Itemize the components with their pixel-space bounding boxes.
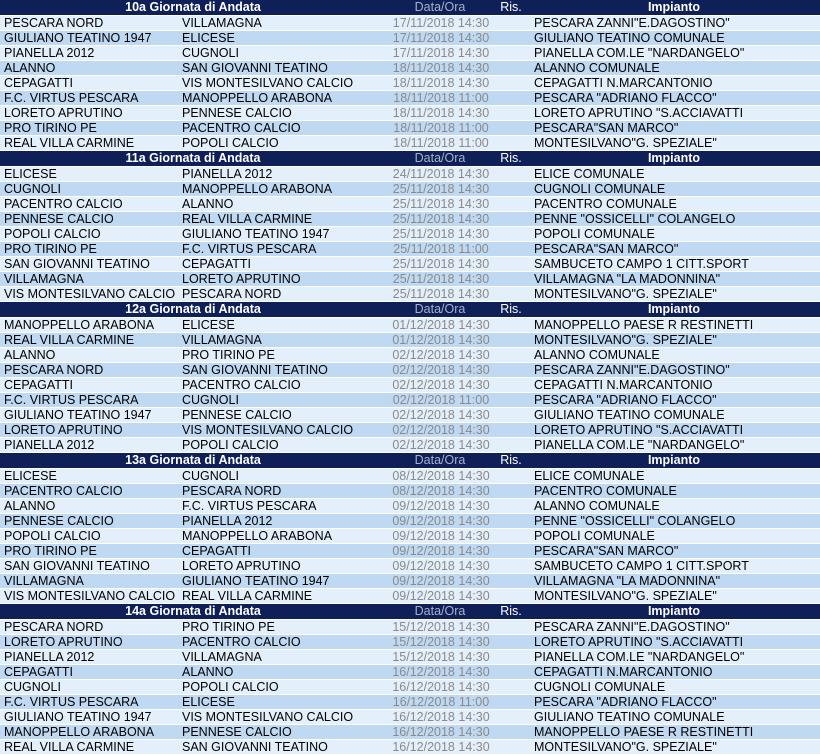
home-team: CUGNOLI xyxy=(4,680,61,694)
match-datetime: 24/11/2018 14:30 xyxy=(392,167,490,181)
match-datetime: 16/12/2018 11:00 xyxy=(392,695,490,709)
match-result xyxy=(496,318,534,332)
round-title: 14a Giornata di Andata xyxy=(125,604,261,618)
match-result xyxy=(496,695,534,709)
match-row xyxy=(0,31,820,46)
match-result xyxy=(496,544,534,558)
match-venue: POPOLI COMUNALE xyxy=(534,227,655,241)
home-team: PACENTRO CALCIO xyxy=(4,484,123,498)
match-datetime: 16/12/2018 14:30 xyxy=(392,680,490,694)
match-result xyxy=(496,529,534,543)
home-team: REAL VILLA CARMINE xyxy=(4,740,135,754)
match-result xyxy=(496,740,534,754)
home-team: MANOPPELLO ARABONA xyxy=(4,318,155,332)
match-row xyxy=(0,408,820,423)
home-team: PENNESE CALCIO xyxy=(4,514,114,528)
home-team: PESCARA NORD xyxy=(4,16,104,30)
match-datetime: 09/12/2018 14:30 xyxy=(392,574,490,588)
match-row xyxy=(0,559,820,574)
match-row xyxy=(0,710,820,725)
match-datetime: 01/12/2018 14:30 xyxy=(392,333,490,347)
round-title: 13a Giornata di Andata xyxy=(125,453,261,467)
match-row xyxy=(0,620,820,635)
match-datetime: 25/11/2018 14:30 xyxy=(392,272,490,286)
match-row xyxy=(0,242,820,257)
match-datetime: 02/12/2018 14:30 xyxy=(392,348,490,362)
match-result xyxy=(496,76,534,90)
match-venue: CEPAGATTI N.MARCANTONIO xyxy=(534,665,713,679)
home-team: LORETO APRUTINO xyxy=(4,423,123,437)
home-team: PRO TIRINO PE xyxy=(4,242,97,256)
away-team: SAN GIOVANNI TEATINO xyxy=(182,61,328,75)
match-result xyxy=(496,136,534,150)
away-team: PENNESE CALCIO xyxy=(182,725,292,739)
match-row xyxy=(0,680,820,695)
away-team: MANOPPELLO ARABONA xyxy=(182,91,333,105)
match-row xyxy=(0,182,820,197)
match-venue: MANOPPELLO PAESE R RESTINETTI xyxy=(534,725,754,739)
match-row xyxy=(0,76,820,91)
away-team: LORETO APRUTINO xyxy=(182,272,301,286)
match-venue: PENNE "OSSICELLI" COLANGELO xyxy=(534,212,736,226)
match-result xyxy=(496,438,534,452)
home-team: ELICESE xyxy=(4,469,57,483)
match-venue: PESCARA"SAN MARCO" xyxy=(534,242,679,256)
match-row xyxy=(0,167,820,182)
match-row xyxy=(0,287,820,302)
match-datetime: 18/11/2018 11:00 xyxy=(393,136,489,150)
match-venue: MONTESILVANO"G. SPEZIALE" xyxy=(534,333,717,347)
match-datetime: 25/11/2018 14:30 xyxy=(392,287,490,301)
match-venue: SAMBUCETO CAMPO 1 CITT.SPORT xyxy=(534,559,749,573)
match-result xyxy=(496,91,534,105)
away-team: CUGNOLI xyxy=(182,469,239,483)
match-result xyxy=(496,378,534,392)
away-team: PIANELLA 2012 xyxy=(182,167,273,181)
match-result xyxy=(496,559,534,573)
home-team: LORETO APRUTINO xyxy=(4,106,123,120)
match-row xyxy=(0,423,820,438)
home-team: POPOLI CALCIO xyxy=(4,227,101,241)
match-datetime: 17/11/2018 14:30 xyxy=(392,31,490,45)
match-datetime: 08/12/2018 14:30 xyxy=(392,469,490,483)
match-datetime: 09/12/2018 14:30 xyxy=(392,529,490,543)
match-row xyxy=(0,438,820,453)
home-team: VILLAMAGNA xyxy=(4,574,84,588)
match-result xyxy=(496,589,534,603)
home-team: PIANELLA 2012 xyxy=(4,46,95,60)
match-venue: PIANELLA COM.LE "NARDANGELO" xyxy=(534,650,745,664)
away-team: VIS MONTESILVANO CALCIO xyxy=(182,76,354,90)
match-row xyxy=(0,333,820,348)
away-team: ELICESE xyxy=(182,695,235,709)
match-result xyxy=(496,635,534,649)
match-venue: CUGNOLI COMUNALE xyxy=(534,182,666,196)
match-row xyxy=(0,529,820,544)
match-row xyxy=(0,665,820,680)
match-venue: PESCARA "ADRIANO FLACCO" xyxy=(534,393,717,407)
match-row xyxy=(0,393,820,408)
away-team: ELICESE xyxy=(182,318,235,332)
result-column-header: Ris. xyxy=(500,604,522,618)
home-team: PENNESE CALCIO xyxy=(4,212,114,226)
match-result xyxy=(496,212,534,226)
match-row xyxy=(0,16,820,31)
away-team: PRO TIRINO PE xyxy=(182,348,275,362)
away-team: PACENTRO CALCIO xyxy=(182,121,301,135)
away-team: ELICESE xyxy=(182,31,235,45)
home-team: PACENTRO CALCIO xyxy=(4,197,123,211)
match-datetime: 02/12/2018 14:30 xyxy=(392,438,490,452)
match-datetime: 16/12/2018 14:30 xyxy=(392,740,490,754)
match-venue: PESCARA ZANNI"E.DAGOSTINO" xyxy=(534,16,730,30)
match-datetime: 09/12/2018 14:30 xyxy=(392,559,490,573)
match-datetime: 17/11/2018 14:30 xyxy=(392,16,490,30)
home-team: REAL VILLA CARMINE xyxy=(4,136,135,150)
away-team: VILLAMAGNA xyxy=(182,16,262,30)
home-team: PRO TIRINO PE xyxy=(4,121,97,135)
match-result xyxy=(496,514,534,528)
home-team: SAN GIOVANNI TEATINO xyxy=(4,257,150,271)
match-venue: MONTESILVANO"G. SPEZIALE" xyxy=(534,589,717,603)
match-row xyxy=(0,272,820,287)
match-row xyxy=(0,106,820,121)
match-venue: PESCARA "ADRIANO FLACCO" xyxy=(534,695,717,709)
date-column-header: Data/Ora xyxy=(414,0,466,14)
match-venue: VILLAMAGNA "LA MADONNINA" xyxy=(534,272,721,286)
date-column-header: Data/Ora xyxy=(414,302,466,316)
match-venue: PESCARA"SAN MARCO" xyxy=(534,121,679,135)
home-team: GIULIANO TEATINO 1947 xyxy=(4,408,152,422)
away-team: VIS MONTESILVANO CALCIO xyxy=(182,710,354,724)
match-datetime: 02/12/2018 14:30 xyxy=(392,408,490,422)
match-row xyxy=(0,635,820,650)
match-result xyxy=(496,182,534,196)
match-venue: PESCARA "ADRIANO FLACCO" xyxy=(534,91,717,105)
match-result xyxy=(496,484,534,498)
round-title: 10a Giornata di Andata xyxy=(125,0,261,14)
round-header xyxy=(0,302,820,318)
match-venue: PESCARA ZANNI"E.DAGOSTINO" xyxy=(534,620,730,634)
match-venue: PACENTRO COMUNALE xyxy=(534,484,677,498)
match-row xyxy=(0,650,820,665)
home-team: PIANELLA 2012 xyxy=(4,650,95,664)
match-result xyxy=(496,16,534,30)
match-result xyxy=(496,665,534,679)
match-row xyxy=(0,469,820,484)
match-datetime: 09/12/2018 14:30 xyxy=(392,499,490,513)
home-team: F.C. VIRTUS PESCARA xyxy=(4,695,139,709)
match-datetime: 18/11/2018 11:00 xyxy=(393,121,489,135)
match-datetime: 09/12/2018 14:30 xyxy=(392,589,490,603)
home-team: SAN GIOVANNI TEATINO xyxy=(4,559,150,573)
away-team: CEPAGATTI xyxy=(182,257,251,271)
match-row xyxy=(0,514,820,529)
match-venue: PESCARA ZANNI"E.DAGOSTINO" xyxy=(534,363,730,377)
match-venue: GIULIANO TEATINO COMUNALE xyxy=(534,710,725,724)
match-result xyxy=(496,423,534,437)
match-venue: CEPAGATTI N.MARCANTONIO xyxy=(534,76,713,90)
match-result xyxy=(496,121,534,135)
match-datetime: 17/11/2018 14:30 xyxy=(392,46,490,60)
match-row xyxy=(0,589,820,604)
home-team: PESCARA NORD xyxy=(4,363,104,377)
match-datetime: 15/12/2018 14:30 xyxy=(392,650,490,664)
match-venue: LORETO APRUTINO "S.ACCIAVATTI xyxy=(534,106,744,120)
match-venue: ELICE COMUNALE xyxy=(534,167,645,181)
match-datetime: 25/11/2018 14:30 xyxy=(392,212,490,226)
away-team: F.C. VIRTUS PESCARA xyxy=(182,499,317,513)
match-venue: GIULIANO TEATINO COMUNALE xyxy=(534,408,725,422)
match-datetime: 08/12/2018 14:30 xyxy=(392,484,490,498)
match-result xyxy=(496,574,534,588)
away-team: CEPAGATTI xyxy=(182,544,251,558)
match-row xyxy=(0,378,820,393)
venue-column-header: Impianto xyxy=(647,302,701,316)
venue-column-header: Impianto xyxy=(647,453,701,467)
match-row xyxy=(0,574,820,589)
match-result xyxy=(496,287,534,301)
away-team: F.C. VIRTUS PESCARA xyxy=(182,242,317,256)
home-team: ELICESE xyxy=(4,167,57,181)
match-datetime: 25/11/2018 11:00 xyxy=(393,242,489,256)
home-team: REAL VILLA CARMINE xyxy=(4,333,135,347)
match-datetime: 18/11/2018 14:30 xyxy=(392,61,490,75)
home-team: CUGNOLI xyxy=(4,182,61,196)
match-row xyxy=(0,318,820,333)
match-venue: POPOLI COMUNALE xyxy=(534,529,655,543)
match-row xyxy=(0,121,820,136)
away-team: VIS MONTESILVANO CALCIO xyxy=(182,423,354,437)
match-result xyxy=(496,393,534,407)
match-result xyxy=(496,680,534,694)
away-team: SAN GIOVANNI TEATINO xyxy=(182,740,328,754)
home-team: PRO TIRINO PE xyxy=(4,544,97,558)
home-team: VILLAMAGNA xyxy=(4,272,84,286)
match-result xyxy=(496,710,534,724)
away-team: POPOLI CALCIO xyxy=(182,136,279,150)
away-team: PESCARA NORD xyxy=(182,484,282,498)
away-team: VILLAMAGNA xyxy=(182,333,262,347)
result-column-header: Ris. xyxy=(500,151,522,165)
match-venue: ALANNO COMUNALE xyxy=(534,61,660,75)
match-result xyxy=(496,469,534,483)
match-datetime: 25/11/2018 14:30 xyxy=(392,197,490,211)
match-row xyxy=(0,46,820,61)
match-datetime: 02/12/2018 14:30 xyxy=(392,363,490,377)
home-team: ALANNO xyxy=(4,499,56,513)
match-row xyxy=(0,484,820,499)
away-team: PRO TIRINO PE xyxy=(182,620,275,634)
round-header xyxy=(0,604,820,620)
match-datetime: 18/11/2018 11:00 xyxy=(393,91,489,105)
match-datetime: 16/12/2018 14:30 xyxy=(392,725,490,739)
home-team: F.C. VIRTUS PESCARA xyxy=(4,393,139,407)
match-venue: ALANNO COMUNALE xyxy=(534,499,660,513)
away-team: MANOPPELLO ARABONA xyxy=(182,529,333,543)
match-result xyxy=(496,257,534,271)
match-datetime: 25/11/2018 14:30 xyxy=(392,182,490,196)
venue-column-header: Impianto xyxy=(647,151,701,165)
match-result xyxy=(496,363,534,377)
result-column-header: Ris. xyxy=(500,453,522,467)
match-venue: PENNE "OSSICELLI" COLANGELO xyxy=(534,514,736,528)
away-team: PENNESE CALCIO xyxy=(182,106,292,120)
match-datetime: 02/12/2018 11:00 xyxy=(392,393,490,407)
away-team: CUGNOLI xyxy=(182,46,239,60)
match-result xyxy=(496,106,534,120)
match-result xyxy=(496,725,534,739)
match-row xyxy=(0,227,820,242)
match-row xyxy=(0,257,820,272)
match-datetime: 09/12/2018 14:30 xyxy=(392,544,490,558)
match-row xyxy=(0,136,820,151)
match-result xyxy=(496,272,534,286)
home-team: F.C. VIRTUS PESCARA xyxy=(4,91,139,105)
match-result xyxy=(496,46,534,60)
match-datetime: 01/12/2018 14:30 xyxy=(392,318,490,332)
round-header xyxy=(0,151,820,167)
match-datetime: 25/11/2018 14:30 xyxy=(392,257,490,271)
match-row xyxy=(0,695,820,710)
match-venue: PIANELLA COM.LE "NARDANGELO" xyxy=(534,438,745,452)
home-team: CEPAGATTI xyxy=(4,665,73,679)
date-column-header: Data/Ora xyxy=(414,151,466,165)
match-result xyxy=(496,227,534,241)
match-venue: GIULIANO TEATINO COMUNALE xyxy=(534,31,725,45)
match-datetime: 15/12/2018 14:30 xyxy=(392,635,490,649)
match-row xyxy=(0,544,820,559)
away-team: PACENTRO CALCIO xyxy=(182,635,301,649)
match-row xyxy=(0,197,820,212)
match-venue: MONTESILVANO"G. SPEZIALE" xyxy=(534,740,717,754)
match-venue: PACENTRO COMUNALE xyxy=(534,197,677,211)
match-venue: PESCARA"SAN MARCO" xyxy=(534,544,679,558)
home-team: MANOPPELLO ARABONA xyxy=(4,725,155,739)
away-team: PIANELLA 2012 xyxy=(182,514,273,528)
match-result xyxy=(496,650,534,664)
match-result xyxy=(496,620,534,634)
away-team: LORETO APRUTINO xyxy=(182,559,301,573)
match-row xyxy=(0,348,820,363)
home-team: ALANNO xyxy=(4,61,56,75)
match-row xyxy=(0,499,820,514)
match-datetime: 02/12/2018 14:30 xyxy=(392,378,490,392)
round-header xyxy=(0,0,820,16)
away-team: SAN GIOVANNI TEATINO xyxy=(182,363,328,377)
away-team: REAL VILLA CARMINE xyxy=(182,212,313,226)
home-team: ALANNO xyxy=(4,348,56,362)
home-team: POPOLI CALCIO xyxy=(4,529,101,543)
match-result xyxy=(496,167,534,181)
away-team: PESCARA NORD xyxy=(182,287,282,301)
match-result xyxy=(496,242,534,256)
date-column-header: Data/Ora xyxy=(414,453,466,467)
home-team: PESCARA NORD xyxy=(4,620,104,634)
away-team: VILLAMAGNA xyxy=(182,650,262,664)
match-datetime: 02/12/2018 14:30 xyxy=(392,423,490,437)
date-column-header: Data/Ora xyxy=(414,604,466,618)
result-column-header: Ris. xyxy=(500,0,522,14)
match-row xyxy=(0,61,820,76)
match-result xyxy=(496,499,534,513)
match-datetime: 15/12/2018 14:30 xyxy=(392,620,490,634)
home-team: CEPAGATTI xyxy=(4,76,73,90)
away-team: ALANNO xyxy=(182,665,234,679)
away-team: CUGNOLI xyxy=(182,393,239,407)
round-title: 12a Giornata di Andata xyxy=(125,302,261,316)
match-venue: MANOPPELLO PAESE R RESTINETTI xyxy=(534,318,754,332)
match-datetime: 18/11/2018 14:30 xyxy=(392,106,490,120)
match-venue: MONTESILVANO"G. SPEZIALE" xyxy=(534,136,717,150)
match-datetime: 09/12/2018 14:30 xyxy=(392,514,490,528)
away-team: MANOPPELLO ARABONA xyxy=(182,182,333,196)
match-row xyxy=(0,91,820,106)
match-row xyxy=(0,363,820,378)
away-team: POPOLI CALCIO xyxy=(182,438,279,452)
home-team: GIULIANO TEATINO 1947 xyxy=(4,31,152,45)
match-venue: CEPAGATTI N.MARCANTONIO xyxy=(534,378,713,392)
match-datetime: 16/12/2018 14:30 xyxy=(392,665,490,679)
match-datetime: 18/11/2018 14:30 xyxy=(392,76,490,90)
venue-column-header: Impianto xyxy=(647,0,701,14)
away-team: POPOLI CALCIO xyxy=(182,680,279,694)
home-team: GIULIANO TEATINO 1947 xyxy=(4,710,152,724)
match-venue: SAMBUCETO CAMPO 1 CITT.SPORT xyxy=(534,257,749,271)
round-title: 11a Giornata di Andata xyxy=(125,151,261,165)
home-team: VIS MONTESILVANO CALCIO xyxy=(4,287,176,301)
away-team: ALANNO xyxy=(182,197,234,211)
venue-column-header: Impianto xyxy=(647,604,701,618)
match-venue: CUGNOLI COMUNALE xyxy=(534,680,666,694)
match-result xyxy=(496,333,534,347)
match-result xyxy=(496,348,534,362)
match-datetime: 25/11/2018 14:30 xyxy=(392,227,490,241)
match-row xyxy=(0,212,820,227)
match-venue: PIANELLA COM.LE "NARDANGELO" xyxy=(534,46,745,60)
away-team: GIULIANO TEATINO 1947 xyxy=(182,574,330,588)
home-team: VIS MONTESILVANO CALCIO xyxy=(4,589,176,603)
match-result xyxy=(496,408,534,422)
match-venue: ELICE COMUNALE xyxy=(534,469,645,483)
home-team: PIANELLA 2012 xyxy=(4,438,95,452)
match-venue: LORETO APRUTINO "S.ACCIAVATTI xyxy=(534,635,744,649)
match-datetime: 16/12/2018 14:30 xyxy=(392,710,490,724)
match-venue: MONTESILVANO"G. SPEZIALE" xyxy=(534,287,717,301)
home-team: LORETO APRUTINO xyxy=(4,635,123,649)
match-venue: VILLAMAGNA "LA MADONNINA" xyxy=(534,574,721,588)
match-venue: ALANNO COMUNALE xyxy=(534,348,660,362)
away-team: PENNESE CALCIO xyxy=(182,408,292,422)
match-row xyxy=(0,740,820,755)
away-team: REAL VILLA CARMINE xyxy=(182,589,313,603)
match-venue: LORETO APRUTINO "S.ACCIAVATTI xyxy=(534,423,744,437)
round-header xyxy=(0,453,820,469)
result-column-header: Ris. xyxy=(500,302,522,316)
away-team: GIULIANO TEATINO 1947 xyxy=(182,227,330,241)
home-team: CEPAGATTI xyxy=(4,378,73,392)
match-result xyxy=(496,197,534,211)
match-row xyxy=(0,725,820,740)
away-team: PACENTRO CALCIO xyxy=(182,378,301,392)
match-result xyxy=(496,31,534,45)
match-result xyxy=(496,61,534,75)
